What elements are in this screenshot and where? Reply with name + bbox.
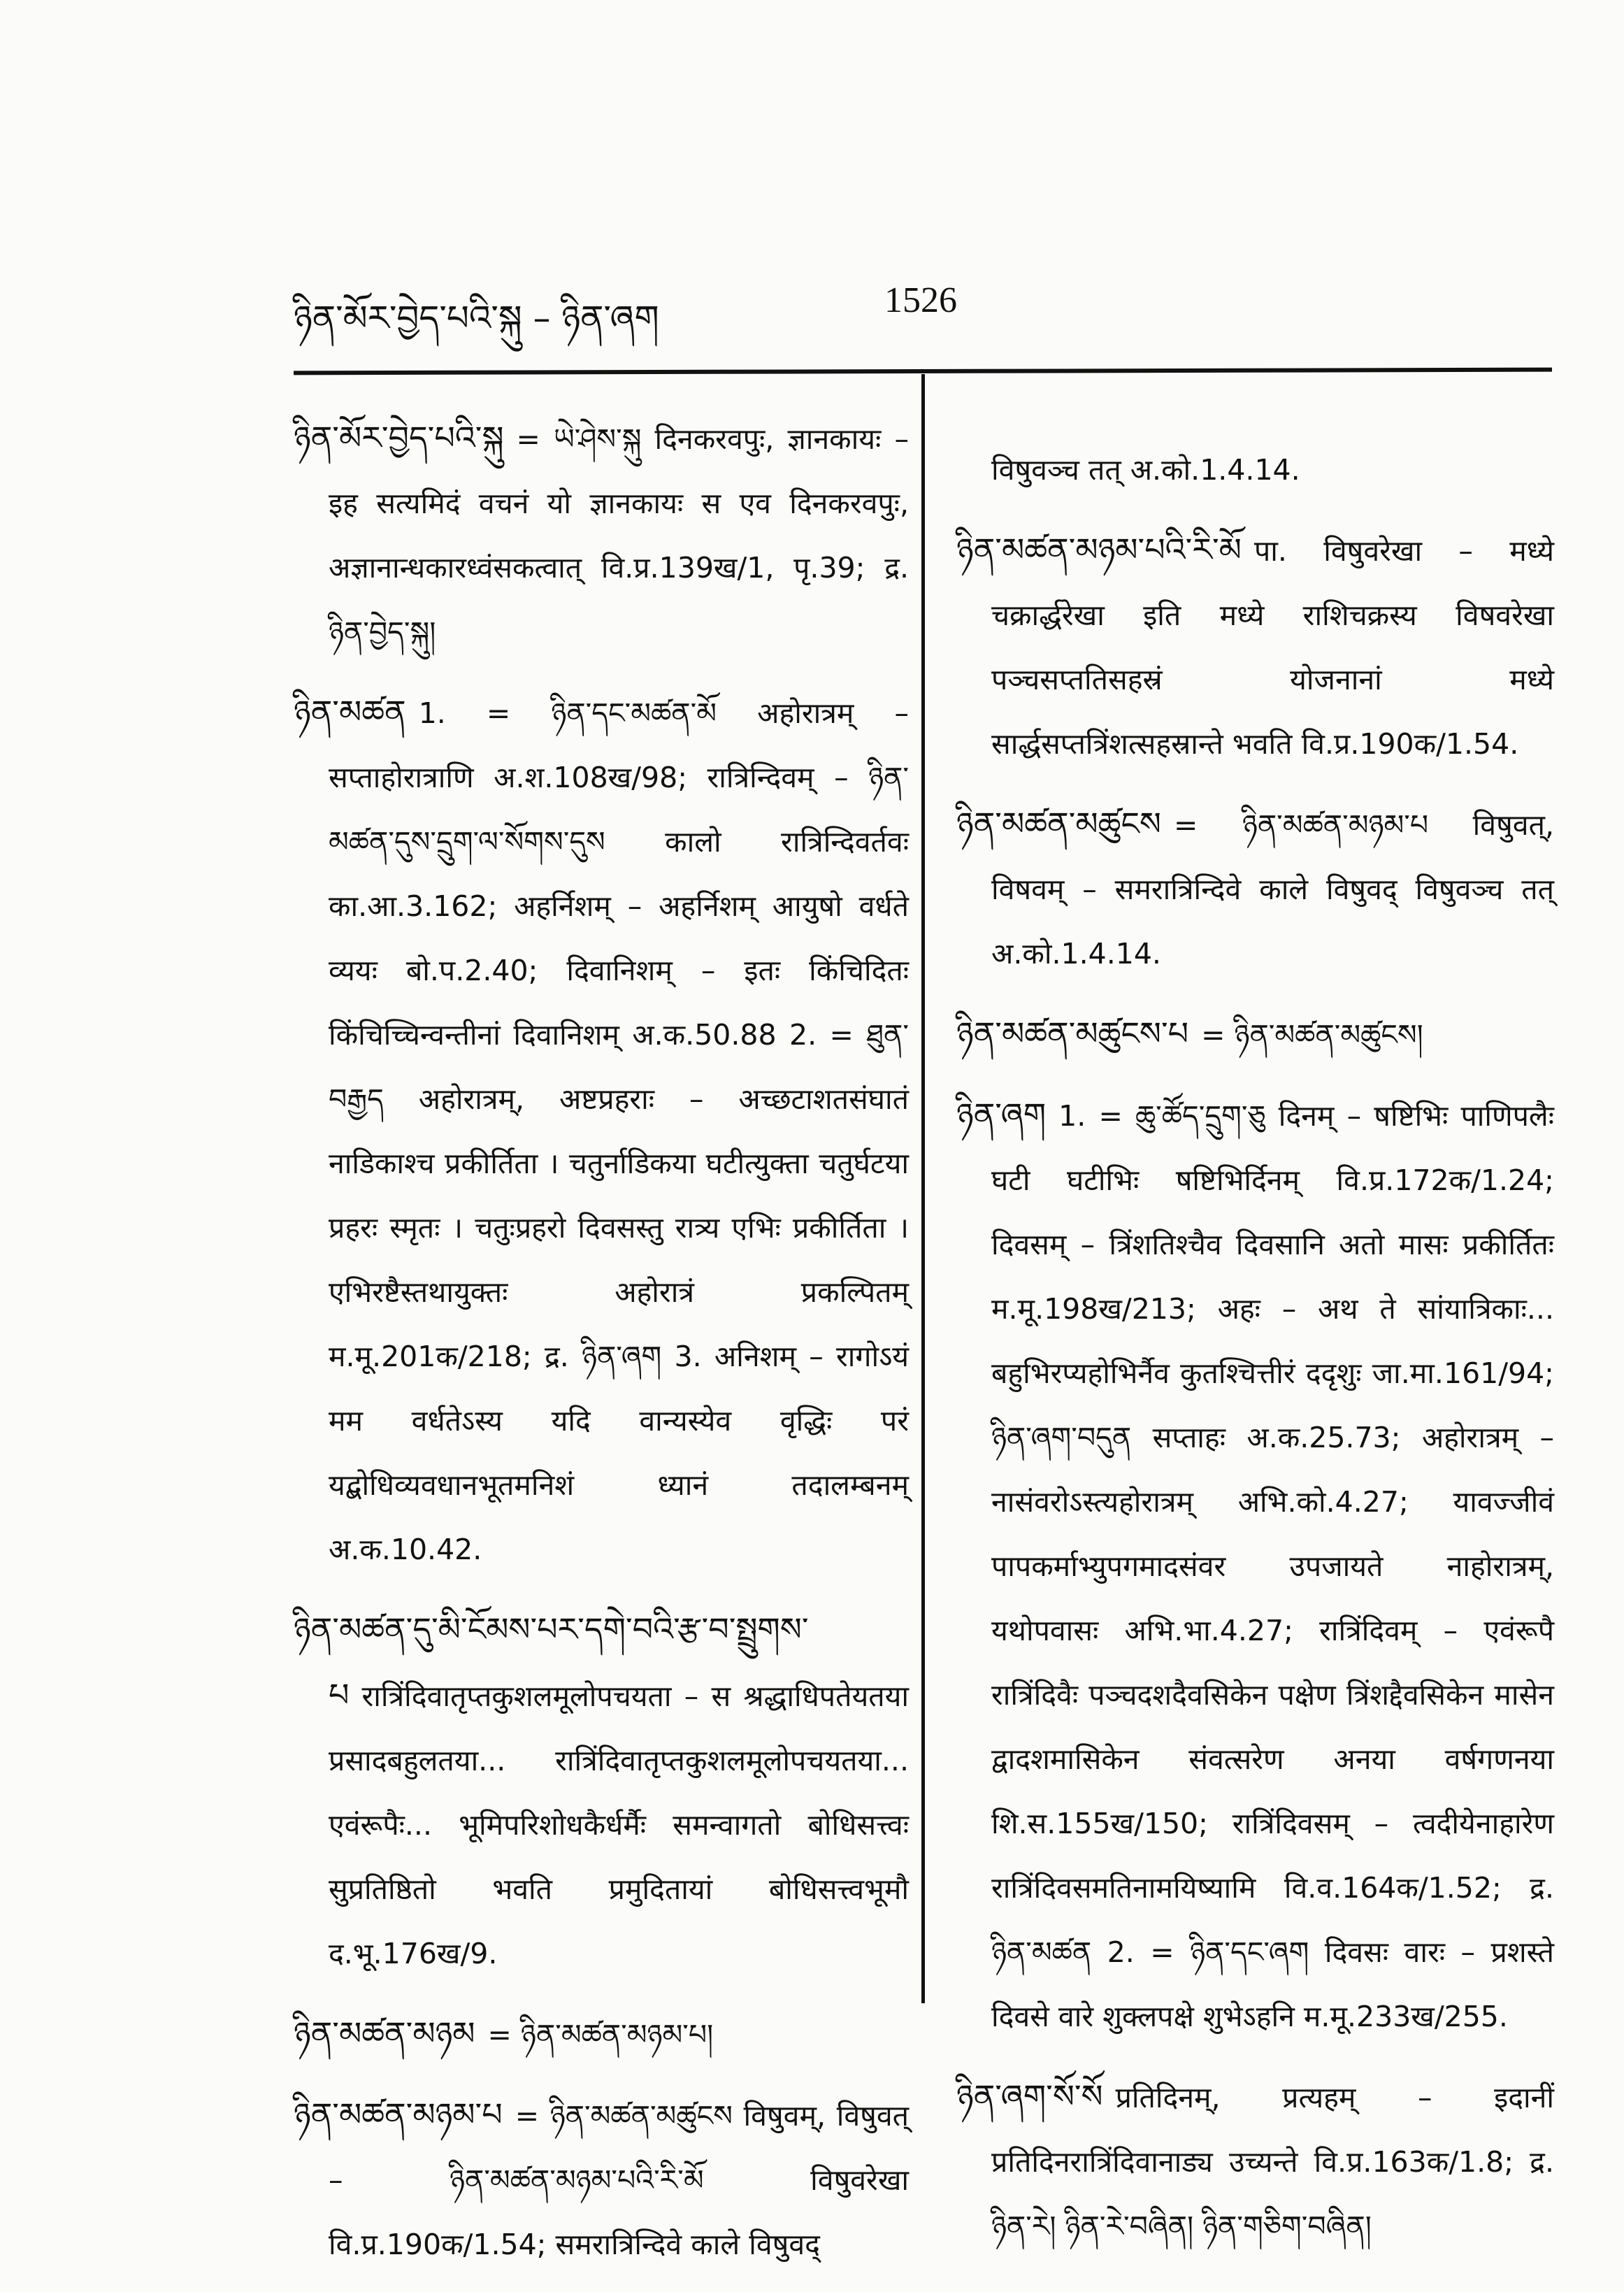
dictionary-entry bbox=[956, 792, 1554, 986]
headword: ཉིན་མཚན་དུ་མི་ངོམས་པར་དགེ་བའི་རྩ་བ་སྤྲུགས་པ bbox=[294, 1610, 809, 1714]
left-column bbox=[294, 406, 909, 2292]
dictionary-entry bbox=[956, 1001, 1554, 1067]
dictionary-entry bbox=[294, 2001, 909, 2067]
entry-text: प्रतिदिनम्, प्रत्यहम् – इदानीं प्रतिदिनरात्रिंदिवानाड्य उच्यन्ते वि.प्र.163क/1.8; द्र. ཉིན་རེ། ཉིན་རེ་བཞིན། ཉིན་གཅིག་བཞིན། bbox=[991, 2081, 1554, 2243]
headword: ཉིན་ཞག bbox=[956, 1096, 1047, 1133]
entry-text: = ཡེ་ཤེས་སྐུ दिनकरवपुः, ज्ञानकायः – इह सत्यमिदं वचनं यो ज्ञानकायः स एव दिनकरवपुः, अज्ञानान्धकारध्वंसकत्वात् वि.प्र.139ख/1, पृ.39; द्र. ཉིན་བྱེད་སྐུ། bbox=[329, 422, 909, 649]
dictionary-entry bbox=[956, 2064, 1554, 2258]
entry-continuation: विषुवञ्च तत् अ.को.1.4.14. bbox=[991, 453, 1300, 487]
entry-text: रात्रिंदिवातृप्तकुशलमूलोपचयता – स श्रद्धाधिपतेयतया प्रसादबहुलतया... रात्रिंदिवातृप्तकुशलमूलोपचयतया... एवंरूपैः... भूमिपरिशोधकैर्धर्मैः समन्वागतो बोधिसत्त्वः सुप्रतिष्ठितो भवति प्रमुदितायां बोधिसत्त्वभूमौ द.भू.176ख/9. bbox=[329, 1679, 909, 1970]
headword: ཉིན་མཚན་མཉམ bbox=[294, 2014, 475, 2052]
page-number: 1526 bbox=[884, 280, 957, 320]
headword: ཉིན་མཚན་མཚུངས bbox=[956, 805, 1161, 843]
dictionary-entry bbox=[294, 406, 909, 664]
entry-text: = ཉིན་མཚན་མཚུངས विषुवम्, विषुवत् – ཉིན་མཚན་མཉམ་པའི་རི་མོ विषुवरेखा वि.प्र.190क/1.54; समरात्रिन्दिवे काले विषुवद् bbox=[329, 2099, 909, 2261]
entry-text: = ཉིན་མཚན་མཚུངས། bbox=[1201, 1018, 1423, 1052]
entry-text: पा. विषुवरेखा – मध्ये चक्रार्द्धरेखा इति मध्ये राशिचक्रस्य विषवरेखा पञ्चसप्ततिसहस्रं योजनानां मध्ये सार्द्धसप्तत्रिंशत्सहस्रान्ते भवति वि.प्र.190क/1.54. bbox=[991, 534, 1554, 761]
entry-text: = ཉིན་མཚན་མཉམ་པ། bbox=[487, 2018, 714, 2051]
headword: ཉིན་མཚན bbox=[294, 693, 406, 731]
headword: ཉིན་མོར་བྱེད་པའི་སྐུ bbox=[294, 419, 504, 457]
column-divider bbox=[921, 374, 925, 2003]
headword: ཉིན་མཚན་མཉམ་པ bbox=[294, 2096, 503, 2133]
dictionary-entry bbox=[956, 1082, 1554, 2049]
headword: ཉིན་མཚན་མཉམ་པའི་རི་མོ bbox=[956, 531, 1242, 568]
headword: ཉིན་ཞག་སོ་སོ bbox=[956, 2077, 1103, 2115]
running-header: ཉིན་མོར་བྱེད་པའི་སྐུ – ཉིན་ཞག bbox=[294, 298, 659, 338]
right-column bbox=[956, 409, 1554, 2274]
entry-text: = ཉིན་མཚན་མཉམ་པ विषुवत्, विषवम् – समरात्रिन्दिवे काले विषुवद् विषुवञ्च तत् अ.को.1.4.14. bbox=[991, 808, 1554, 970]
headword: ཉིན་མཚན་མཚུངས་པ bbox=[956, 1015, 1189, 1052]
entry-text: 1. = ཆུ་ཚོད་དྲུག་ཅུ दिनम् – षष्टिभिः पाणिपलैः घटी घटीभिः षष्टिभिर्दिनम् वि.प्र.172क/1.24; दिवसम् – त्रिंशतिश्चैव दिवसानि अतो मासः प्रकीर्तितः म.मू.198ख/213; अहः – अथ ते सांयात्रिकाः... बहुभिरप्यहोभिर्नैव कुतश्चित्तीरं ददृशुः जा.मा.161/94; ཉིན་ཞག་བདུན सप्ताहः अ.क.25.73; अहोरात्रम् – नासंवरोऽस्त्यहोरात्रम् अभि.को.4.27; यावज्जीवं पापकर्माभ्युपगमादसंवर उपजायते नाहोरात्रम्, यथोपवासः अभि.भा.4.27; रात्रिंदिवम् – एवंरूपै रात्रिंदिवैः पञ्चदशदैवसिकेन पक्षेण त्रिंशद्दैवसिकेन मासेन द्वादशमासिकेन संवत्सरेण अनया वर्षगणनया शि.स.155ख/150; रात्रिंदिवसम् – त्वदीयेनाहारेण रात्रिंदिवसमतिनामयिष्यामि वि.व.164क/1.52; द्र. ཉིན་མཚན 2. = ཉིན་དང་ཞག दिवसः वारः – प्रशस्ते दिवसे वारे शुक्लपक्षे शुभेऽहनि म.मू.233ख/255. bbox=[991, 1099, 1554, 2033]
dictionary-entry bbox=[294, 2082, 909, 2277]
dictionary-entry bbox=[294, 1597, 909, 1986]
dictionary-entry bbox=[294, 680, 909, 1582]
entry-text: 1. = ཉིན་དང་མཚན་མོ अहोरात्रम् – सप्ताहोरात्राणि अ.श.108ख/98; रात्रिन्दिवम् – ཉིན་མཚན་དུས་དྲུག་ལ་སོགས་དུས कालो रात्रिन्दिवर्तवः का.आ.3.162; अहर्निशम् – अहर्निशम् आयुषो वर्धते व्ययः बो.प.2.40; दिवानिशम् – इतः किंचिदितः किंचिच्चिन्वन्तीनां दिवानिशम् अ.क.50.88 2. = ཐུན་བརྒྱད अहोरात्रम्, अष्टप्रहराः – अच्छटाशतसंघातं नाडिकाश्च प्रकीर्तिता । चतुर्नाडिकया घटीत्युक्ता चतुर्घटया प्रहरः स्मृतः । चतुःप्रहरो दिवसस्तु रात्र्य एभिः प्रकीर्तिता । एभिरष्टैस्तथायुक्तः अहोरात्रं प्रकल्पितम् म.मू.201क/218; द्र. ཉིན་ཞག 3. अनिशम् – रागोऽयं मम वर्धतेऽस्य यदि वान्यस्येव वृद्धिः परं यद्बोधिव्यवधानभूतमनिशं ध्यानं तदालम्बनम् अ.क.10.42. bbox=[329, 696, 909, 1566]
dictionary-entry bbox=[956, 517, 1554, 776]
